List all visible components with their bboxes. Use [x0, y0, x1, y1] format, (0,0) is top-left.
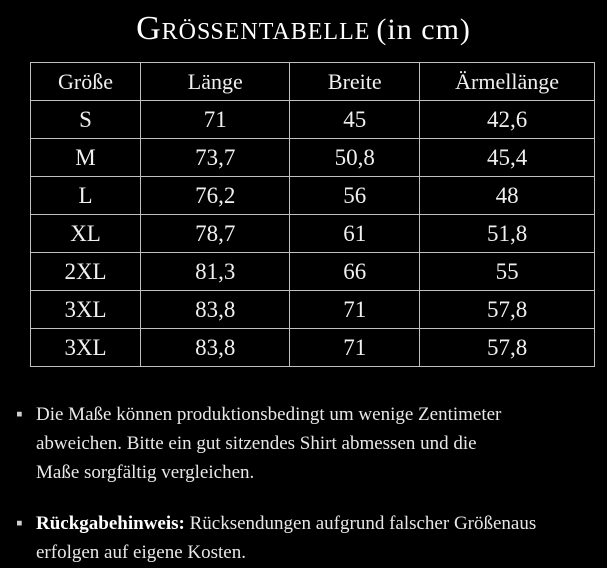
cell-length: 76,2	[141, 177, 290, 215]
return-notice-text: Rücksendungen aufgrund falscher Größenaus	[189, 513, 537, 534]
note-line: erfolgen auf eigene Kosten.	[36, 542, 246, 563]
table-row	[31, 215, 595, 253]
cell-sleeve-length: 48	[420, 177, 595, 215]
cell-size: 2XL	[31, 253, 141, 291]
cell-width: 56	[290, 177, 420, 215]
cell-length: 83,8	[141, 329, 290, 367]
table-row	[31, 253, 595, 291]
cell-size: L	[31, 177, 141, 215]
cell-length: 73,7	[141, 139, 290, 177]
cell-length: 81,3	[141, 253, 290, 291]
table-row	[31, 177, 595, 215]
column-header-width: Breite	[290, 63, 420, 101]
cell-length: 78,7	[141, 215, 290, 253]
size-table	[30, 62, 595, 367]
cell-width: 45	[290, 101, 420, 139]
column-header-sleeve-length: Ärmellänge	[420, 63, 595, 101]
cell-width: 71	[290, 291, 420, 329]
cell-width: 66	[290, 253, 420, 291]
note-line: Maße sorgfältig vergleichen.	[36, 462, 255, 483]
cell-sleeve-length: 57,8	[420, 291, 595, 329]
cell-size: M	[31, 139, 141, 177]
title-unit: (in cm)	[376, 13, 471, 46]
cell-length: 71	[141, 101, 290, 139]
cell-size: XL	[31, 215, 141, 253]
table-row	[31, 329, 595, 367]
cell-size: 3XL	[31, 291, 141, 329]
note-measurement-tolerance	[16, 400, 607, 487]
notes-section	[16, 400, 607, 567]
table-row	[31, 101, 595, 139]
cell-sleeve-length: 55	[420, 253, 595, 291]
note-return-policy	[16, 509, 607, 567]
cell-sleeve-length: 45,4	[420, 139, 595, 177]
table-row	[31, 291, 595, 329]
cell-sleeve-length: 51,8	[420, 215, 595, 253]
note-line: abweichen. Bitte ein gut sitzendes Shirt abmessen und die	[36, 433, 477, 454]
cell-length: 83,8	[141, 291, 290, 329]
cell-width: 61	[290, 215, 420, 253]
cell-sleeve-length: 42,6	[420, 101, 595, 139]
page-title	[0, 10, 607, 48]
cell-size: 3XL	[31, 329, 141, 367]
cell-width: 50,8	[290, 139, 420, 177]
title-main: Größentabelle	[136, 10, 371, 47]
bullet-icon: ▪	[16, 404, 23, 425]
return-notice-label: Rückgabehinweis:	[36, 513, 185, 534]
table-header-row	[31, 63, 595, 101]
table-row	[31, 139, 595, 177]
cell-sleeve-length: 57,8	[420, 329, 595, 367]
bullet-icon: ▪	[16, 513, 23, 534]
cell-size: S	[31, 101, 141, 139]
cell-width: 71	[290, 329, 420, 367]
note-line	[36, 509, 607, 538]
column-header-length: Länge	[141, 63, 290, 101]
note-line: Die Maße können produktionsbedingt um wenige Zentimeter	[36, 404, 502, 425]
column-header-size: Größe	[31, 63, 141, 101]
